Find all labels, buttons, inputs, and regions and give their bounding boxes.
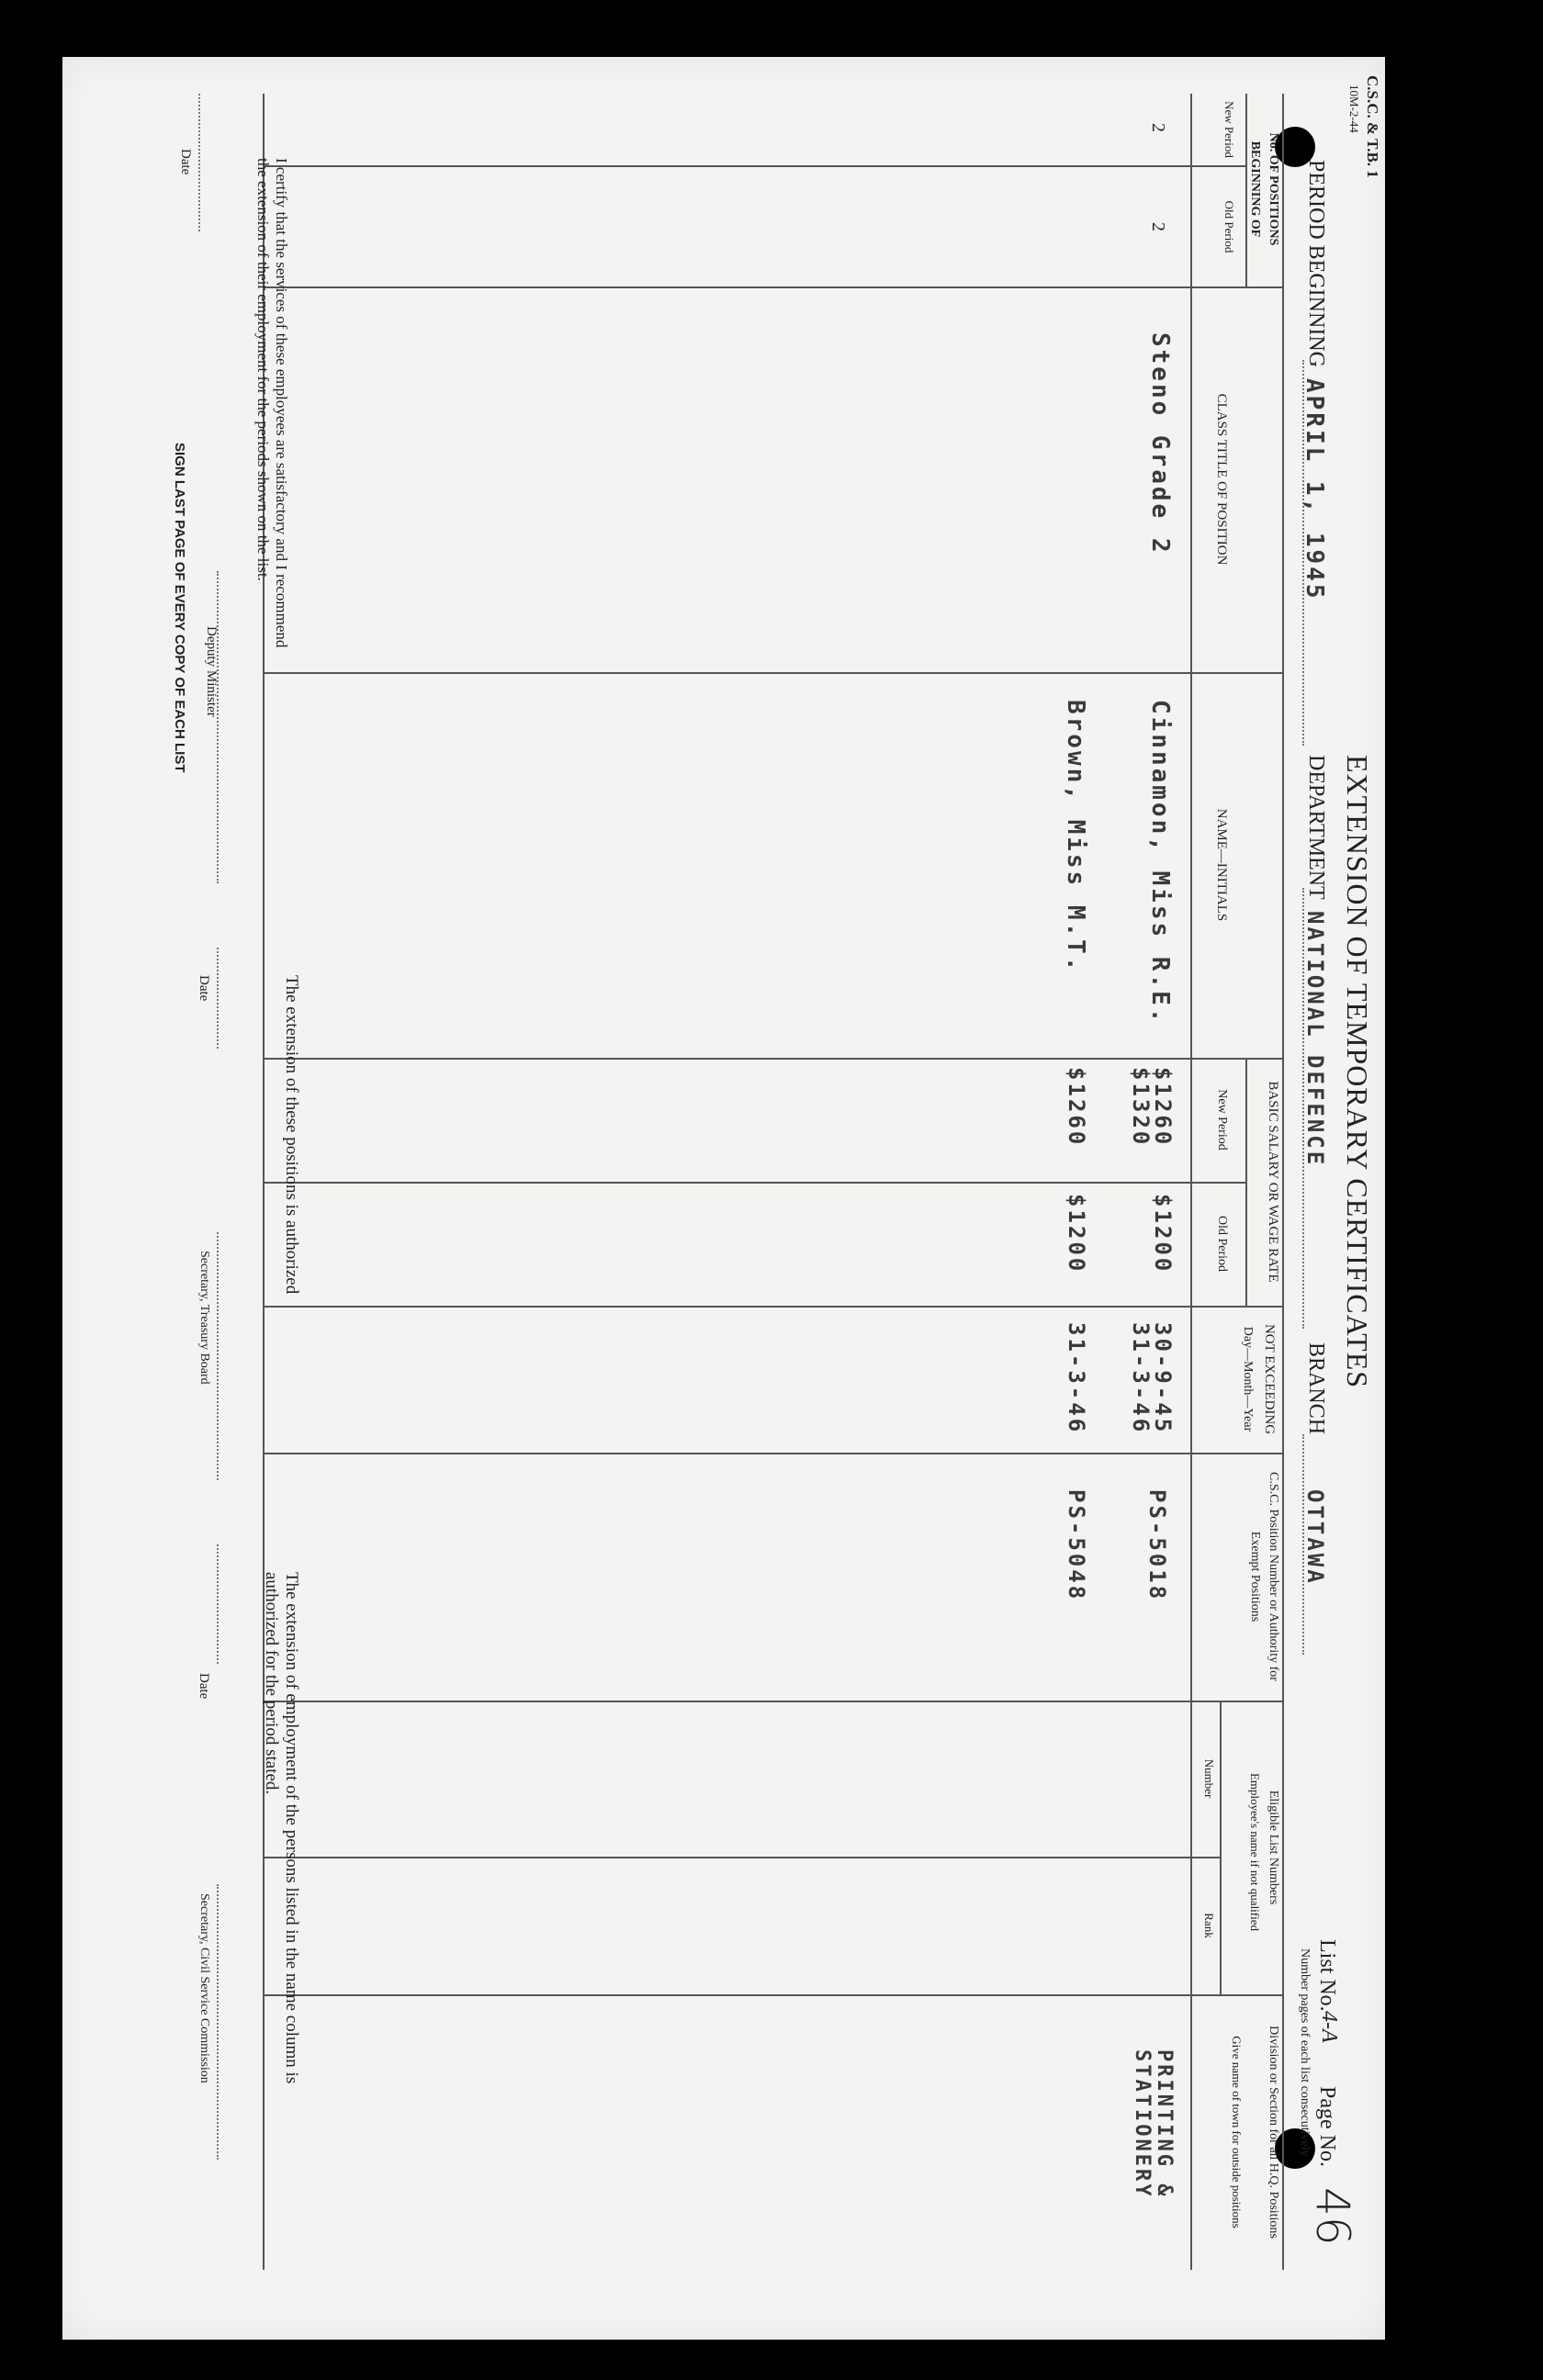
salary-new-header: New Period: [1215, 1089, 1229, 1151]
commission-text-2: authorized for the period stated.: [262, 1572, 281, 1795]
salary-old-2: $1200: [1064, 1194, 1089, 1274]
col-rule-4: [265, 1058, 1284, 1060]
name-header: NAME—INITIALS: [1214, 808, 1229, 922]
certify-date-line: [198, 94, 200, 231]
salary-new-1a: $1260: [1150, 1067, 1176, 1148]
sign-note: SIGN LAST PAGE OF EVERY COPY OF EACH LIST: [172, 443, 187, 773]
period-label: PERIOD BEGINNING: [1304, 160, 1328, 367]
certify-date-label: Date: [178, 149, 193, 175]
new-period-count: 2: [1148, 123, 1168, 132]
rotated-form: [62, 57, 1385, 2340]
number-header: Number: [1202, 1758, 1216, 1799]
number-pages-note: Number pages of each list consecutively: [1298, 1948, 1312, 2157]
col-rule-10: [265, 1994, 1284, 1996]
col-rule-1: [265, 165, 1247, 167]
list-value: 4-A: [1317, 2011, 1341, 2043]
authorized-text: The extension of these positions is authorized: [282, 975, 301, 1295]
deputy-minister-label: Deputy Minister: [204, 626, 219, 717]
form-code: C.S.C. & T.B. 1: [1364, 75, 1381, 178]
treasury-date-label: Date: [197, 975, 211, 1002]
new-period-header: New Period: [1222, 101, 1236, 158]
document-page: [62, 57, 1385, 2340]
deputy-minister-line: [217, 571, 219, 883]
col-rule-2: [265, 286, 1284, 288]
day-month-year-header: Day—Month—Year: [1241, 1326, 1255, 1432]
treasury-label: Secretary, Treasury Board: [197, 1251, 211, 1385]
page-label: Page No.: [1315, 2086, 1339, 2167]
name-entry-2: Brown, Miss M.T.: [1062, 700, 1089, 974]
branch-value: OTTAWA: [1302, 1489, 1328, 1586]
csc-entry-2: PS-5048: [1064, 1489, 1089, 1602]
department-value: NATIONAL DEFENCE: [1302, 911, 1328, 1168]
rank-header: Rank: [1202, 1913, 1216, 1938]
civil-service-label: Secretary, Civil Service Commission: [197, 1893, 211, 2083]
commission-date-label: Date: [197, 1673, 211, 1700]
date-entry-1b: 31-3-46: [1128, 1322, 1154, 1435]
eligible-note: Employee's name if not qualified: [1248, 1772, 1262, 1931]
not-exceeding-header: NOT EXCEEDING: [1262, 1323, 1277, 1435]
col-rule-3: [265, 672, 1284, 674]
salary-header: BASIC SALARY OR WAGE RATE: [1266, 1081, 1280, 1283]
commission-signature-line: [217, 1884, 219, 2160]
salary-old-header: Old Period: [1215, 1215, 1229, 1273]
division-note: Give name of town for outside positions: [1230, 2036, 1244, 2228]
period-value: APRIL 1, 1945: [1301, 378, 1328, 601]
division-entry-line1: PRINTING &: [1153, 2049, 1176, 2199]
eligible-subrule: [1220, 1701, 1222, 1994]
certify-text-1: I certify that the services of these employees are satisfactory and I recommend: [273, 158, 290, 648]
csc-position-header: C.S.C. Position Number or Authority for Exempt Positions: [1248, 1472, 1280, 1681]
branch-label: BRANCH: [1304, 1342, 1328, 1435]
class-title-header: CLASS TITLE OF POSITION: [1214, 393, 1229, 566]
old-period-header: Old Period: [1222, 200, 1236, 253]
col-rule-6: [265, 1306, 1284, 1308]
list-label: List No.: [1315, 1939, 1339, 2012]
name-entry-1: Cinnamon, Miss R.E.: [1146, 700, 1174, 1026]
csc-entry-1: PS-5018: [1144, 1489, 1170, 1602]
certify-text-2: the extension of their employment for the periods shown on the list.: [254, 158, 272, 581]
col-rule-9: [265, 1857, 1222, 1858]
form-title: EXTENSION OF TEMPORARY CERTIFICATES: [1341, 755, 1374, 1389]
salary-new-2: $1260: [1064, 1067, 1089, 1148]
treasury-date-line: [217, 948, 219, 1049]
commission-text-1: The extension of employment of the persons listed in the name column is: [282, 1572, 301, 2084]
eligible-header: Eligible List Numbers: [1267, 1790, 1280, 1905]
page-value: 46: [1306, 2187, 1359, 2246]
col-rule-8: [265, 1701, 1284, 1702]
print-code: 10M-2-44: [1347, 84, 1361, 133]
commission-date-line: [217, 1544, 219, 1664]
department-label: DEPARTMENT: [1304, 755, 1328, 900]
division-entry-line2: STATIONERY: [1131, 2049, 1154, 2199]
treasury-signature-line: [217, 1232, 219, 1480]
date-entry-1a: 30-9-45: [1150, 1322, 1176, 1435]
salary-old-1: $1200: [1150, 1194, 1176, 1274]
col-rule-5: [265, 1182, 1247, 1184]
col-rule-7: [265, 1453, 1284, 1454]
salary-new-1b: $1320: [1128, 1067, 1154, 1148]
positions-header: No. OF POSITIONS BEGINNING OF: [1248, 132, 1280, 246]
table-top-rule: [1282, 94, 1284, 2270]
class-title-entry: Steno Grade 2: [1146, 332, 1174, 556]
old-period-count: 2: [1148, 222, 1168, 231]
division-header: Division or Section for all H.Q. Positions: [1267, 2026, 1280, 2239]
date-entry-2: 31-3-46: [1064, 1322, 1089, 1435]
